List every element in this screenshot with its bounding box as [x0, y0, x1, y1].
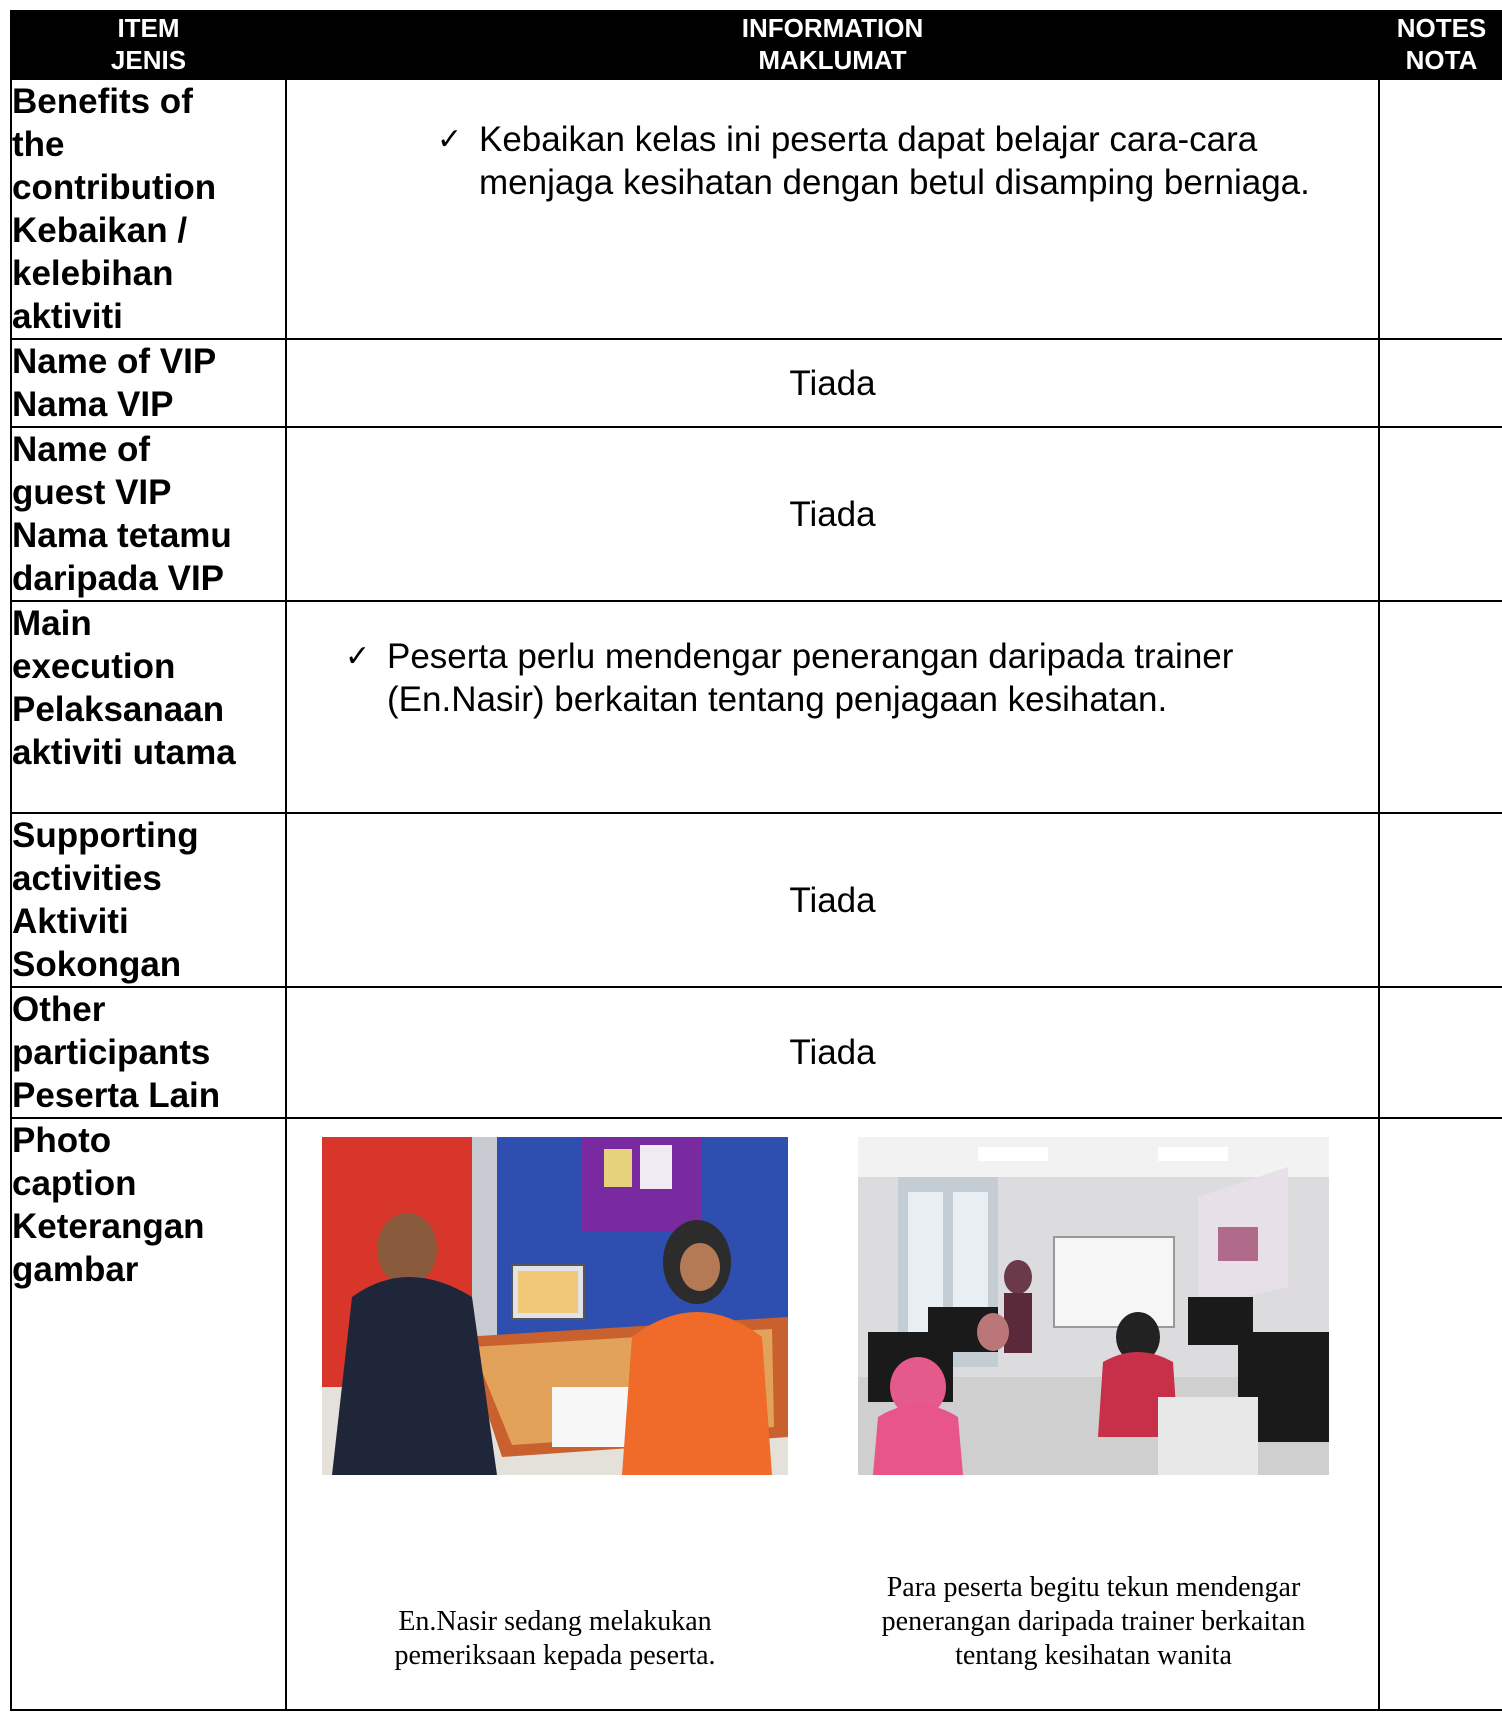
info-benefits: [286, 79, 1379, 339]
photo-classroom-image: [858, 1137, 1329, 1475]
photo-caption-2: Para peserta begitu tekun mendengar penerangan daripada trainer berkaitan tentang kesihatan wanita: [881, 1572, 1306, 1671]
label-supporting-activities: Supporting activities Aktiviti Sokongan: [11, 813, 286, 987]
notes-other-participants: [1379, 987, 1502, 1118]
label-photo-caption: Photo caption Keterangan gambar: [11, 1118, 286, 1710]
photo-caption-1: En.Nasir sedang melakukan pemeriksaan kepada peserta.: [394, 1606, 716, 1671]
check-mark-icon: ✓: [345, 639, 371, 674]
photo-consultation: [322, 1137, 788, 1475]
check-mark-icon: ✓: [437, 122, 463, 157]
benefits-bullet: [437, 118, 1348, 204]
label-other-participants: Other participants Peserta Lain: [11, 987, 286, 1118]
photo-consultation-image: [322, 1137, 788, 1475]
notes-benefits: [1379, 79, 1502, 339]
header-notes: NOTES NOTA: [1379, 11, 1502, 79]
main-execution-text: Peserta perlu mendengar penerangan daripada trainer (En.Nasir) berkaitan tentang penjagaan kesihatan.: [387, 637, 1234, 719]
label-benefits: Benefits of the contribution Kebaikan / kelebihan aktiviti: [11, 79, 286, 339]
header-information: INFORMATION MAKLUMAT: [286, 11, 1379, 79]
main-execution-bullet: [345, 635, 1338, 721]
info-main-execution: [286, 601, 1379, 813]
notes-photo-caption: [1379, 1118, 1502, 1710]
info-guest-vip: Tiada: [286, 427, 1379, 601]
report-table: [10, 10, 1502, 1711]
notes-vip: [1379, 339, 1502, 427]
notes-main-execution: [1379, 601, 1502, 813]
row-supporting-activities: [11, 813, 1502, 987]
row-main-execution: [11, 601, 1502, 813]
label-guest-vip: Name of guest VIP Nama tetamu daripada VIP: [11, 427, 286, 601]
header-item: ITEM JENIS: [11, 11, 286, 79]
info-other-participants: Tiada: [286, 987, 1379, 1118]
row-guest-vip: [11, 427, 1502, 601]
row-other-participants: [11, 987, 1502, 1118]
header-row: [11, 11, 1502, 79]
info-photo-caption: [286, 1118, 1379, 1710]
info-supporting-activities: Tiada: [286, 813, 1379, 987]
photo-area: [287, 1119, 1378, 1709]
info-vip: Tiada: [286, 339, 1379, 427]
row-benefits: [11, 79, 1502, 339]
row-photo-caption: [11, 1118, 1502, 1710]
photo-classroom: [858, 1137, 1329, 1475]
notes-guest-vip: [1379, 427, 1502, 601]
benefits-text: Kebaikan kelas ini peserta dapat belajar cara-cara menjaga kesihatan dengan betul disamping berniaga.: [479, 120, 1310, 202]
notes-supporting-activities: [1379, 813, 1502, 987]
label-main-execution: Main execution Pelaksanaan aktiviti utama: [11, 601, 286, 813]
row-vip: [11, 339, 1502, 427]
label-vip: Name of VIP Nama VIP: [11, 339, 286, 427]
